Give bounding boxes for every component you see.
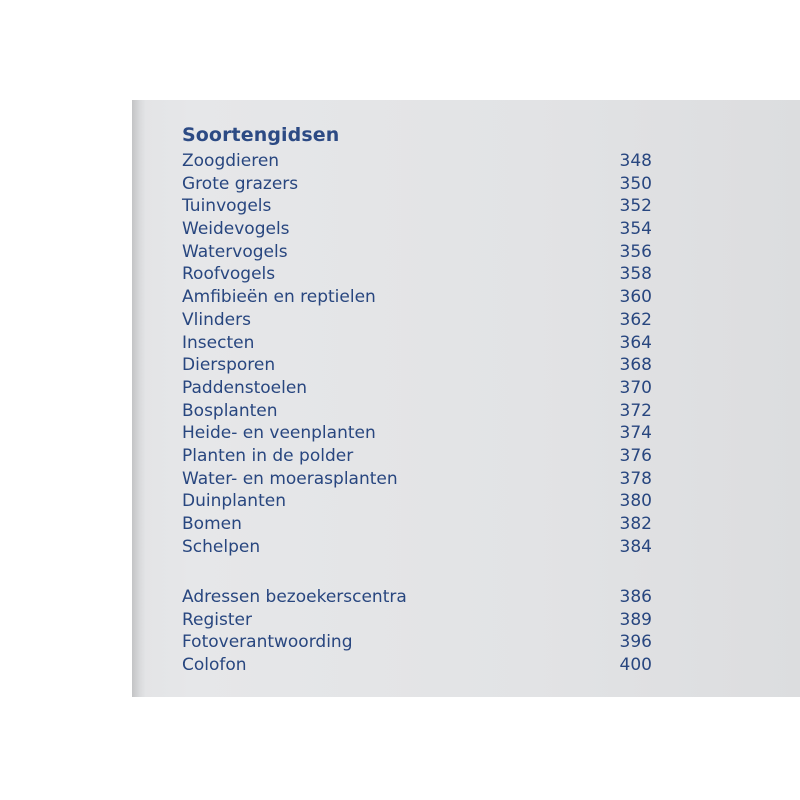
toc-entry-label: Vlinders: [182, 309, 251, 330]
toc-entry-page-number: 356: [619, 241, 652, 262]
toc-entry-label: Bosplanten: [182, 400, 278, 421]
toc-entry-label: Planten in de polder: [182, 445, 354, 466]
toc-entry: [182, 513, 652, 536]
toc-entry-page-number: 378: [619, 468, 652, 489]
toc-entry: [182, 218, 652, 241]
toc-entry: [182, 332, 652, 355]
toc-entry-page-number: 368: [619, 355, 652, 376]
book-page: [132, 100, 800, 697]
toc-entry-page-number: 362: [619, 309, 652, 330]
toc-entry-label: Water- en moerasplanten: [182, 468, 398, 489]
toc-entry-page-number: 380: [619, 491, 652, 512]
toc-entry: [182, 150, 652, 173]
toc-entry-page-number: 364: [619, 332, 652, 353]
toc-entry: [182, 631, 652, 654]
toc-entry: [182, 422, 652, 445]
toc-entry-page-number: 382: [619, 514, 652, 534]
toc-entry-label: Roofvogels: [182, 264, 276, 285]
toc-entry: [182, 286, 652, 309]
toc-entry-label: Colofon: [182, 655, 247, 676]
toc-entry-page-number: 372: [619, 400, 652, 421]
toc-entry-label: Adressen bezoekerscentra: [182, 587, 407, 607]
toc-entry-label: Heide- en veenplanten: [182, 423, 376, 444]
toc-entry-label: Grote grazers: [182, 173, 299, 194]
toc-entry: [182, 263, 652, 286]
toc-entry-label: Paddenstoelen: [182, 377, 308, 398]
toc-entry-label: Zoogdieren: [182, 151, 280, 171]
toc-entry-label: Tuinvogels: [182, 196, 272, 217]
toc-entry: [182, 354, 652, 377]
toc-entry-page-number: 350: [619, 173, 652, 194]
toc-entry-label: Register: [182, 609, 252, 630]
toc-entry: [182, 468, 652, 491]
toc-entry: [182, 490, 652, 513]
toc-entry-page-number: 358: [619, 264, 652, 285]
toc-entry: [182, 309, 652, 332]
toc-entry: [182, 400, 652, 423]
toc-entry-page-number: 400: [619, 655, 652, 676]
toc-entry-page-number: 352: [619, 196, 652, 217]
toc-entry: [182, 536, 652, 559]
toc-entry: [182, 654, 652, 677]
toc-entry-label: Diersporen: [182, 355, 276, 376]
toc-entry: [182, 445, 652, 468]
toc-entry-page-number: 360: [619, 287, 652, 308]
toc-entry-label: Watervogels: [182, 241, 288, 262]
toc-entry-page-number: 354: [619, 219, 652, 240]
toc-entry-page-number: 384: [619, 536, 652, 557]
toc-entry-page-number: 389: [619, 609, 652, 630]
toc-entry-page-number: 374: [619, 423, 652, 444]
toc-entry-label: Schelpen: [182, 536, 261, 557]
toc-entry: [182, 377, 652, 400]
toc-entry-label: Amfibieën en reptielen: [182, 287, 376, 308]
toc-entry-page-number: 386: [619, 587, 652, 607]
toc-entry-label: Weidevogels: [182, 219, 290, 240]
toc-entry-page-number: 376: [619, 445, 652, 466]
toc-entry: [182, 241, 652, 264]
section-title: Soortengidsen: [182, 124, 340, 146]
toc-entry-page-number: 370: [619, 377, 652, 398]
toc-entry: [182, 609, 652, 632]
toc-entry-label: Insecten: [182, 332, 255, 353]
toc-entry-page-number: 396: [619, 632, 652, 653]
toc-entry: [182, 586, 652, 609]
species-guides-list: [182, 150, 652, 558]
toc-entry-label: Duinplanten: [182, 491, 286, 512]
toc-entry-page-number: 348: [619, 151, 652, 171]
toc-entry: [182, 173, 652, 196]
appendix-list: [182, 586, 652, 677]
toc-entry-label: Fotoverantwoording: [182, 632, 353, 653]
toc-entry-label: Bomen: [182, 514, 242, 534]
toc-entry: [182, 195, 652, 218]
